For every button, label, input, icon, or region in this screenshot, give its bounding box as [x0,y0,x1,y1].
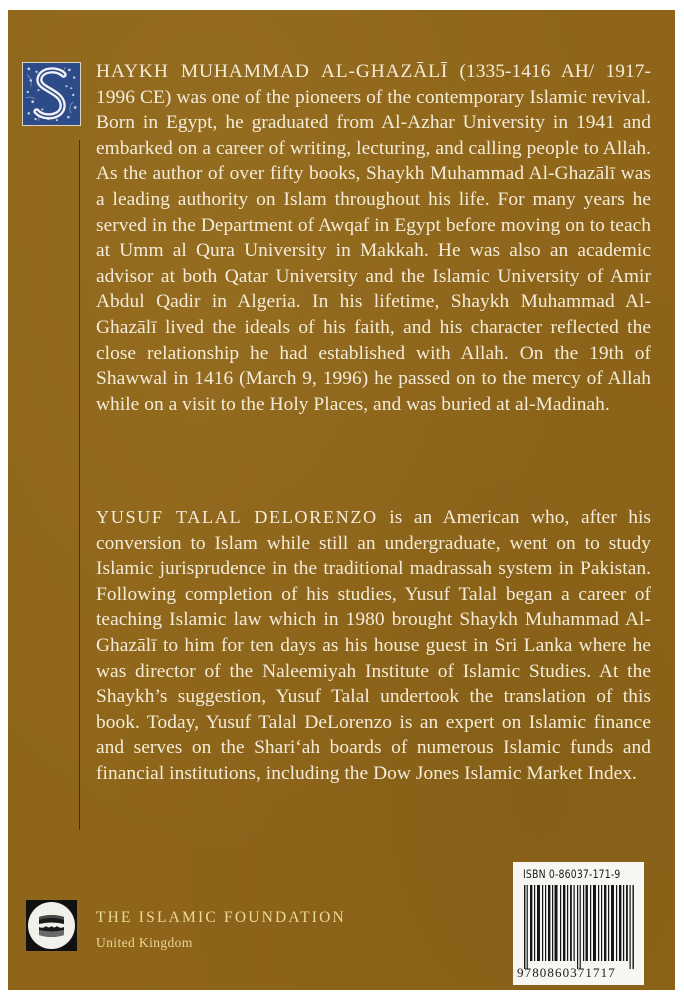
kaaba-icon [26,900,77,951]
author-bio-text: (1335-1416 AH/ 1917-1996 CE) was one of the pioneers of the contemporary Islamic revival. Born in Egypt, he graduated from Al-Azhar University in 1941 and embarked on a career of writing, lecturing, and calling people to Allah. As the author of over fifty books, Shaykh Muhammad Al-Ghazālī was a leading authority on Islam throughout his life. For many years he served in the Department of Awqaf in Egypt before moving on to teach at Umm al Qura University in Makkah. He was also an academic advisor at both Qatar University and the Islamic University of Amir Abdul Qadir in Algeria. In his lifetime, Shaykh Muhammad Al-Ghazālī lived the ideals of his faith, and his character reflected the close relationship he had established with Allah. On the 19th of Shawwal in 1416 (March 9, 1996) he passed on to the mercy of Allah while on a visit to the Holy Places, and was buried at al-Madinah. [96,61,651,415]
author-name-caps: HAYKH MUHAMMAD AL-GHAZĀLĪ [96,61,449,82]
margin-rule [79,140,80,830]
translator-bio-text: is an American who, after his conversion to Islam while still an undergraduate, went on to study Islamic jurisprudence in the traditional madrassah system in Pakistan. Following completion of his studies, Yusuf Talal began a career of teaching Islamic law which in 1980 brought Shaykh Muhammad Al-Ghazālī to him for ten days as his house guest in Sri Lanka where he was director of the Naleemiyah Institute of Islamic Studies. At the Shaykh’s suggestion, Yusuf Talal undertook the translation of this book. Today, Yusuf Talal DeLorenzo is an expert on Islamic finance and serves on the Shari‘ah boards of numerous Islamic funds and financial institutions, including the Dow Jones Islamic Market Index. [96,507,651,784]
translator-bio-paragraph [96,505,651,787]
book-back-cover [8,10,675,990]
author-bio-paragraph [96,59,651,417]
isbn-barcode-block [513,862,644,985]
publisher-name: THE ISLAMIC FOUNDATION [96,909,346,926]
translator-name-caps: YUSUF TALAL DELORENZO [96,507,378,527]
barcode-icon [523,885,636,969]
isbn-label: ISBN 0-86037-171-9 [523,867,621,881]
drop-cap-s-icon [22,62,81,126]
publisher-location: United Kingdom [96,935,193,950]
barcode-digits: 9780860371717 [517,965,616,980]
